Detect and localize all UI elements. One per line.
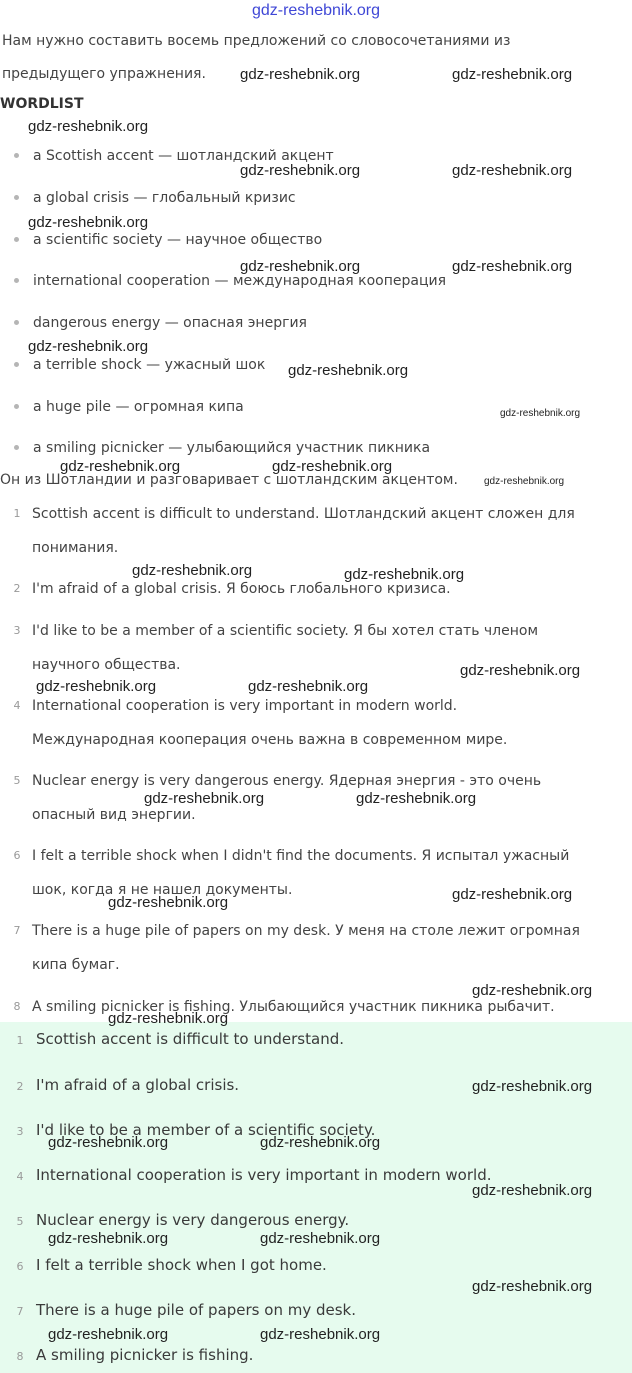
wordlist-item: a global crisis — глобальный кризис	[14, 190, 296, 206]
bullet-icon	[14, 362, 19, 367]
watermark: gdz-reshebnik.org	[484, 476, 565, 487]
wordlist-item: a smiling picnicker — улыбающийся участник пикника	[14, 440, 430, 456]
wordlist-item: a Scottish accent — шотландский акцент	[14, 148, 334, 164]
answer-item: 5 Nuclear energy is very dangerous energy.	[16, 1211, 350, 1229]
watermark: gdz-reshebnik.org	[60, 458, 181, 475]
watermark: gdz-reshebnik.org	[344, 566, 465, 583]
watermark: gdz-reshebnik.org	[500, 408, 581, 419]
answer-item: 2 I'm afraid of a global crisis.	[16, 1076, 240, 1094]
watermark: gdz-reshebnik.org	[288, 362, 409, 379]
example-item: 6 I felt a terrible shock when I didn't find the documents. Я испытал ужасный шок, когда я не нашел документы.	[13, 848, 570, 898]
watermark: gdz-reshebnik.org	[28, 118, 149, 135]
watermark: gdz-reshebnik.org	[28, 214, 149, 231]
watermark: gdz-reshebnik.org	[260, 1230, 381, 1247]
intro-line-1: Нам нужно составить восемь предложений со словосочетаниями из	[2, 33, 511, 49]
watermark: gdz-reshebnik.org	[472, 1278, 593, 1295]
watermark: gdz-reshebnik.org	[260, 1326, 381, 1343]
wordlist-item: a scientific society — научное общество	[14, 232, 322, 248]
watermark: gdz-reshebnik.org	[48, 1134, 169, 1151]
watermark: gdz-reshebnik.org	[272, 458, 393, 475]
answer-item: 7 There is a huge pile of papers on my desk.	[16, 1301, 356, 1319]
watermark: gdz-reshebnik.org	[48, 1230, 169, 1247]
watermark: gdz-reshebnik.org	[472, 1182, 593, 1199]
bullet-icon	[14, 404, 19, 409]
watermark: gdz-reshebnik.org	[248, 678, 369, 695]
example-item: 5 Nuclear energy is very dangerous energy. Ядерная энергия - это очень опасный вид энергии.	[13, 773, 542, 823]
watermark: gdz-reshebnik.org	[452, 66, 573, 83]
answer-item: 4 International cooperation is very important in modern world.	[16, 1166, 492, 1184]
wordlist-item: international cooperation — международная кооперация	[14, 273, 446, 289]
example-item: 4 International cooperation is very important in modern world. Международная кооперация очень важна в современном мире.	[13, 698, 508, 748]
lead-sentence: Он из Шотландии и разговаривает с шотландским акцентом.	[0, 472, 458, 488]
watermark: gdz-reshebnik.org	[36, 678, 157, 695]
watermark: gdz-reshebnik.org	[472, 982, 593, 999]
bullet-icon	[14, 153, 19, 158]
wordlist-item: dangerous energy — опасная энергия	[14, 315, 307, 331]
answer-item: 1 Scottish accent is difficult to understand.	[16, 1030, 344, 1048]
watermark: gdz-reshebnik.org	[452, 258, 573, 275]
watermark: gdz-reshebnik.org	[452, 886, 573, 903]
watermark: gdz-reshebnik.org	[356, 790, 477, 807]
example-item: 3 I'd like to be a member of a scientific society. Я бы хотел стать членом научного общества.	[13, 623, 539, 673]
answer-item: 3 I'd like to be a member of a scientific society.	[16, 1121, 376, 1139]
bullet-icon	[14, 237, 19, 242]
watermark: gdz-reshebnik.org	[108, 894, 229, 911]
watermark: gdz-reshebnik.org	[472, 1078, 593, 1095]
watermark: gdz-reshebnik.org	[240, 258, 361, 275]
watermark: gdz-reshebnik.org	[240, 162, 361, 179]
watermark: gdz-reshebnik.org	[260, 1134, 381, 1151]
intro-line-2: предыдущего упражнения.	[2, 66, 206, 82]
watermark: gdz-reshebnik.org	[452, 162, 573, 179]
watermark: gdz-reshebnik.org	[460, 662, 581, 679]
wordlist-item: a huge pile — огромная кипа	[14, 399, 244, 415]
site-title-link[interactable]: gdz-reshebnik.org	[251, 2, 381, 19]
bullet-icon	[14, 445, 19, 450]
example-item: 8 A smiling picnicker is fishing. Улыбающийся участник пикника рыбачит.	[13, 999, 555, 1015]
answer-item: 6 I felt a terrible shock when I got home.	[16, 1256, 327, 1274]
example-item: 2 I'm afraid of a global crisis. Я боюсь глобального кризиса.	[13, 581, 451, 597]
wordlist-title: WORDLIST	[0, 96, 84, 112]
bullet-icon	[14, 195, 19, 200]
watermark: gdz-reshebnik.org	[28, 338, 149, 355]
example-item: 1 Scottish accent is difficult to understand. Шотландский акцент сложен для понимания.	[13, 506, 575, 556]
wordlist-item: a terrible shock — ужасный шок	[14, 357, 265, 373]
watermark: gdz-reshebnik.org	[108, 1010, 229, 1027]
watermark: gdz-reshebnik.org	[132, 562, 253, 579]
answer-item: 8 A smiling picnicker is fishing.	[16, 1346, 254, 1364]
watermark: gdz-reshebnik.org	[48, 1326, 169, 1343]
bullet-icon	[14, 320, 19, 325]
example-item: 7 There is a huge pile of papers on my desk. У меня на столе лежит огромная кипа бумаг.	[13, 923, 580, 973]
watermark: gdz-reshebnik.org	[144, 790, 265, 807]
watermark: gdz-reshebnik.org	[240, 66, 361, 83]
bullet-icon	[14, 278, 19, 283]
